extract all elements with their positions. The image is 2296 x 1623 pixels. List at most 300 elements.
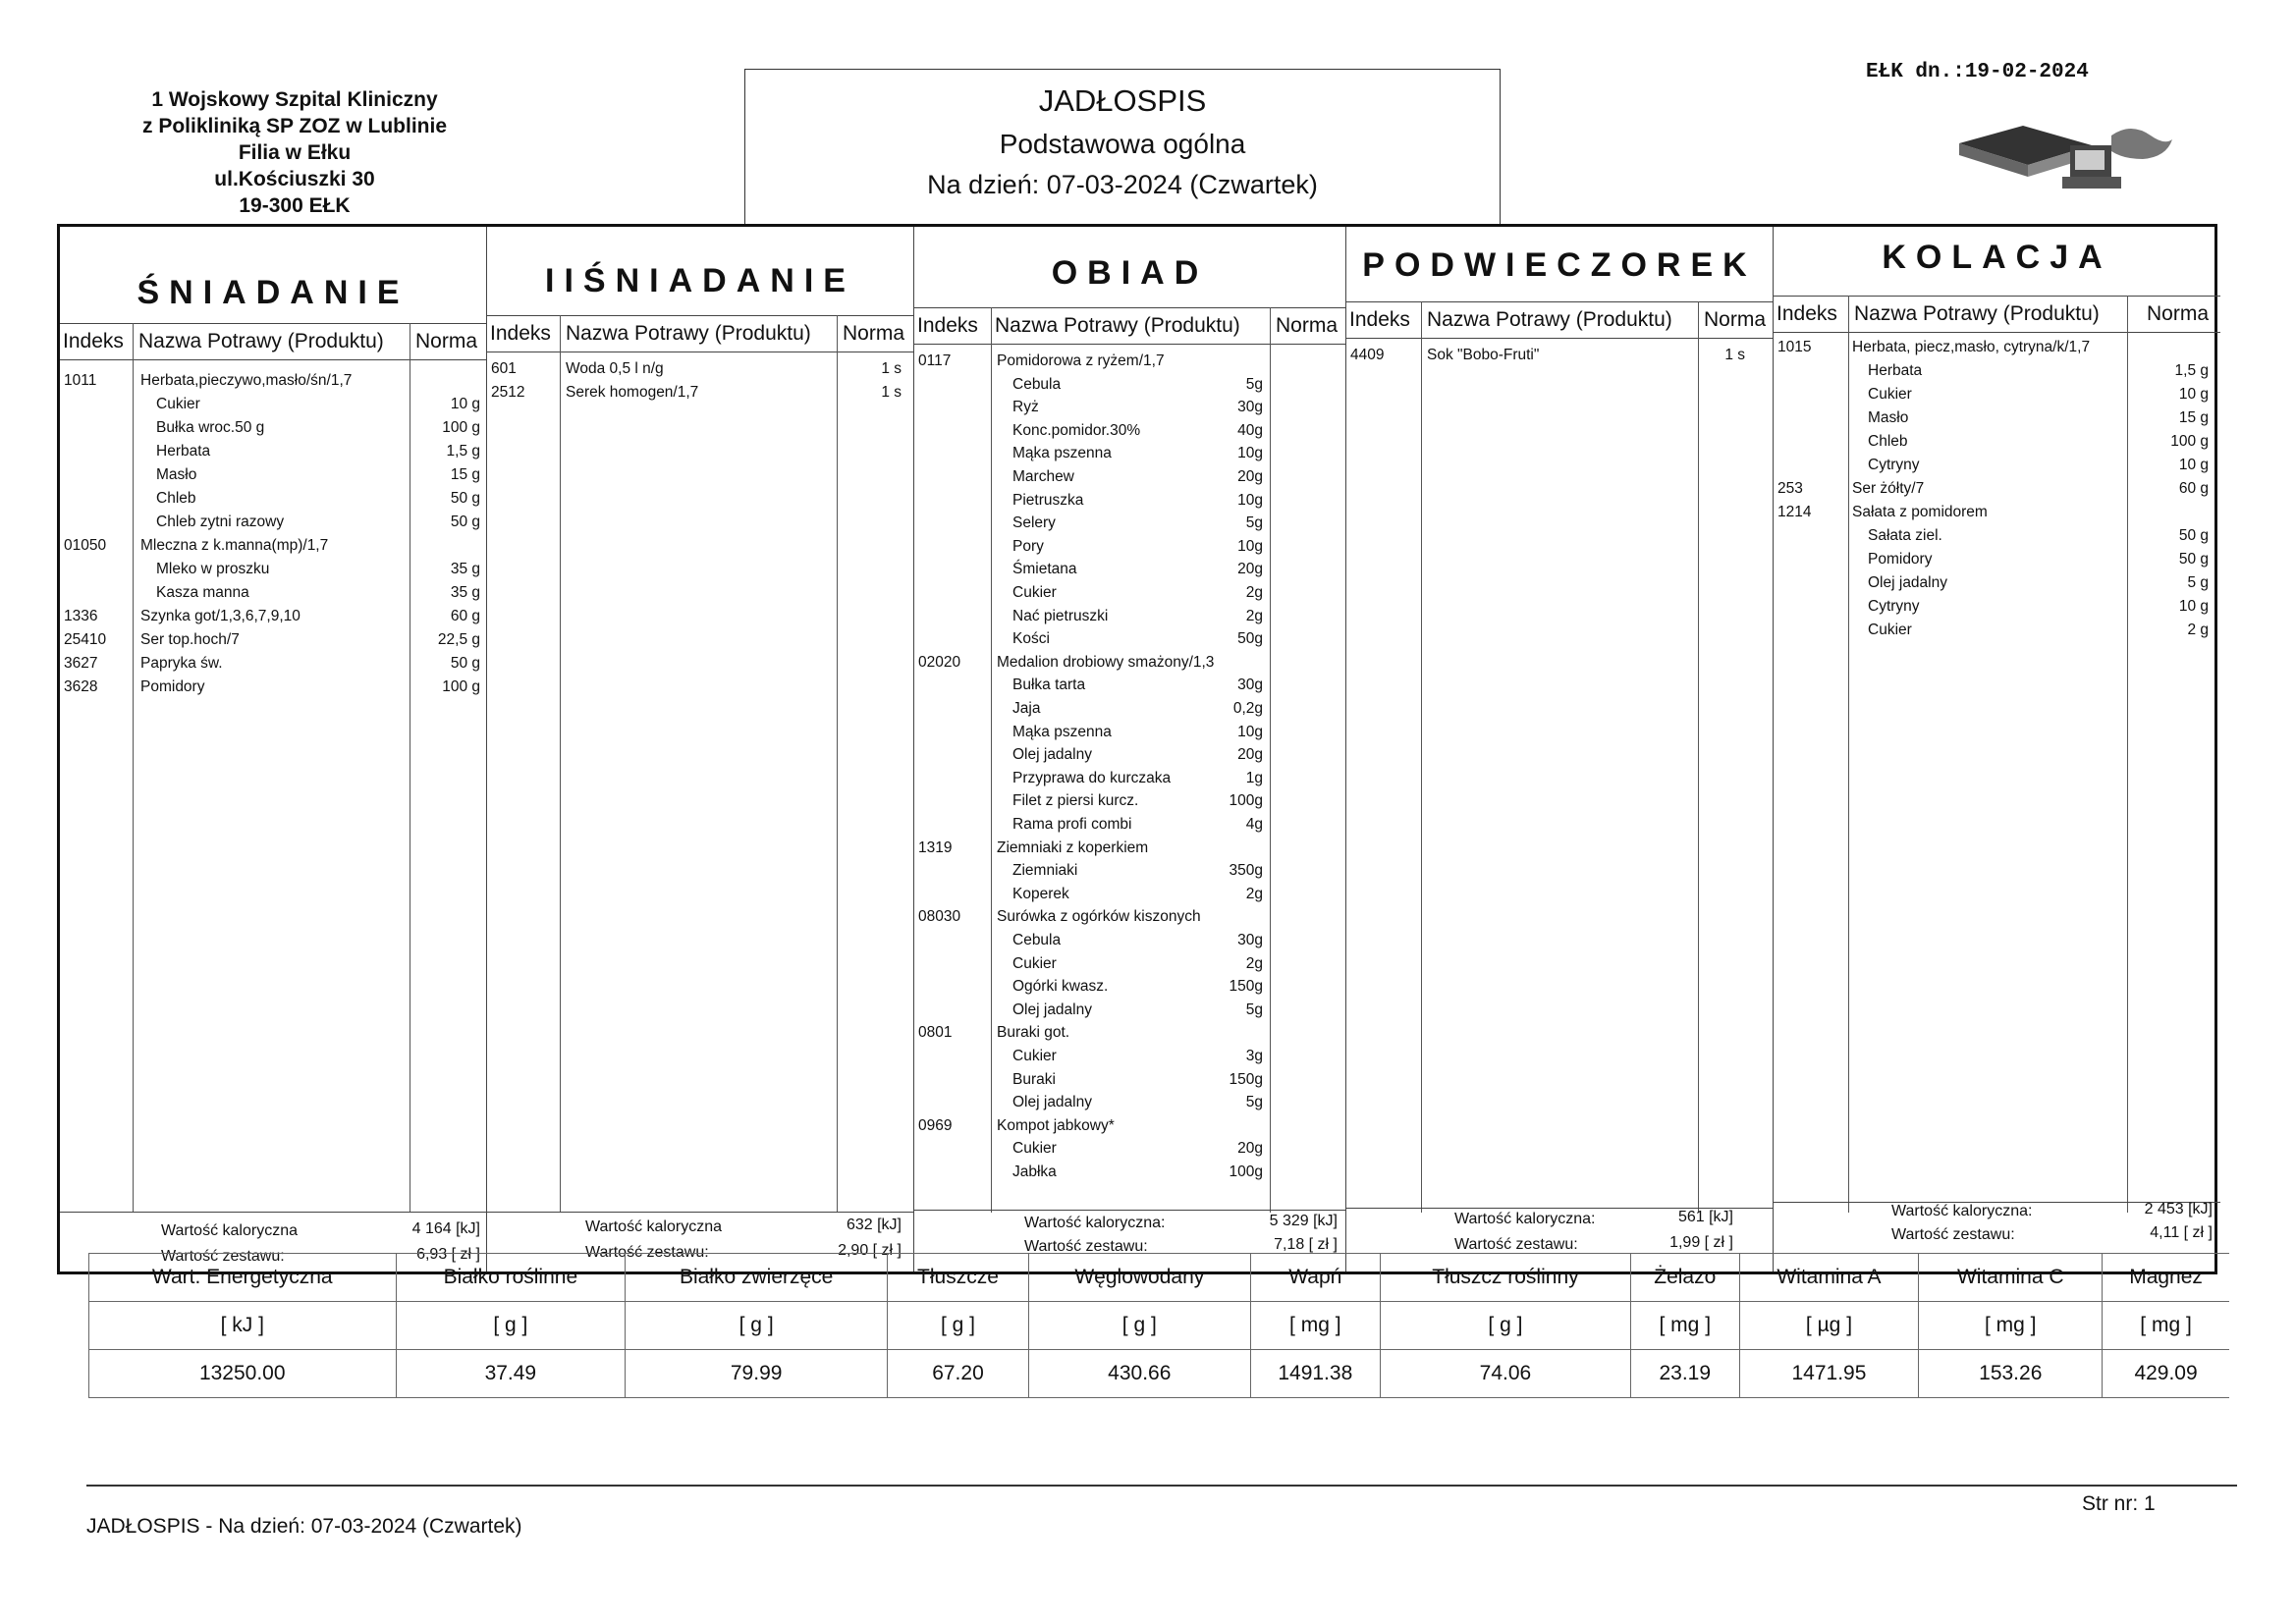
- dish-row: [914, 978, 1345, 1001]
- ingredient-name: Olej jadalny: [1012, 1001, 1092, 1018]
- nutrition-value: 74.06: [1380, 1350, 1630, 1398]
- dish-row: [1774, 362, 2220, 386]
- dish-norm: 10g: [1237, 723, 1263, 740]
- dish-norm: 35 g: [450, 584, 480, 601]
- dish-row: [487, 384, 913, 407]
- dish-row: [914, 445, 1345, 468]
- ingredient-name: Mleko w proszku: [156, 561, 270, 577]
- dish-row: [60, 443, 486, 466]
- ingredient-name: Rama profi combi: [1012, 816, 1132, 833]
- dish-row: [914, 561, 1345, 584]
- ingredient-name: Olej jadalny: [1868, 574, 1947, 591]
- footer-divider: [86, 1485, 2237, 1487]
- col-name: Nazwa Potrawy (Produktu): [1427, 308, 1672, 331]
- dish-row: [1774, 457, 2220, 480]
- dish-row: [914, 376, 1345, 400]
- nutrition-value: 67.20: [888, 1350, 1029, 1398]
- nutrition-unit: [ mg ]: [1631, 1302, 1740, 1350]
- dish-row: [914, 654, 1345, 677]
- col-norm: Norma: [1276, 314, 1339, 337]
- dish-row: [914, 1094, 1345, 1117]
- dish-norm: 350g: [1229, 862, 1263, 880]
- dish-norm: 35 g: [450, 561, 480, 577]
- ingredient-name: Mąka pszenna: [1012, 445, 1112, 462]
- dish-name: Kompot jabkowy*: [997, 1116, 1115, 1134]
- ingredient-name: Cebula: [1012, 932, 1062, 948]
- nutrition-header: Witamina C: [1919, 1254, 2103, 1302]
- dish-index: 253: [1777, 480, 1803, 497]
- nutrition-value: 13250.00: [89, 1350, 397, 1398]
- dish-norm: 60 g: [2178, 480, 2209, 497]
- ingredient-name: Sałata ziel.: [1868, 527, 1942, 544]
- dish-index: 1336: [64, 608, 98, 624]
- dish-row: [914, 1117, 1345, 1141]
- dish-norm: 5g: [1245, 375, 1263, 393]
- ingredient-name: Pory: [1012, 537, 1044, 555]
- nutrition-header: Węglowodany: [1028, 1254, 1250, 1302]
- dish-row: [60, 537, 486, 561]
- dish-row: [914, 816, 1345, 839]
- section-second-breakfast: [487, 227, 914, 1271]
- col-norm: Norma: [1704, 308, 1767, 331]
- nutrition-unit: [ g ]: [396, 1302, 626, 1350]
- column-divider: [837, 315, 838, 1213]
- price-label: Wartość zestawu:: [585, 1244, 709, 1261]
- ingredient-name: Mąka pszenna: [1012, 723, 1112, 740]
- dish-norm: 2 g: [2187, 622, 2209, 638]
- nutrition-value: 23.19: [1631, 1350, 1740, 1398]
- dish-norm: 3g: [1245, 1048, 1263, 1064]
- nutrition-unit: [ mg ]: [1250, 1302, 1380, 1350]
- dish-row: [1774, 527, 2220, 551]
- dish-norm: 5 g: [2187, 574, 2209, 591]
- kcal-label: Wartość kaloryczna:: [1891, 1203, 2033, 1219]
- dish-row: [1774, 551, 2220, 574]
- ingredient-name: Olej jadalny: [1012, 1094, 1092, 1111]
- ingredient-name: Kości: [1012, 630, 1050, 648]
- ingredient-name: Selery: [1012, 514, 1056, 532]
- ingredient-name: Olej jadalny: [1012, 746, 1092, 764]
- menu-date: Na dzień: 07-03-2024 (Czwartek): [927, 170, 1318, 199]
- dish-norm: 15 g: [2178, 409, 2209, 426]
- ingredient-name: Ryż: [1012, 399, 1039, 416]
- price-value: 6,93 [ zł ]: [416, 1246, 480, 1263]
- kcal-value: 561 [kJ]: [1677, 1209, 1733, 1225]
- nutrition-value: 429.09: [2103, 1350, 2229, 1398]
- section-title: IIŚNIADANIE: [545, 262, 855, 299]
- dish-row: [60, 419, 486, 443]
- ingredient-name: Cukier: [1868, 622, 1912, 638]
- dish-row: [1774, 433, 2220, 457]
- dish-norm: 10 g: [450, 396, 480, 412]
- ingredient-name: Śmietana: [1012, 561, 1077, 578]
- nutrition-value: 430.66: [1028, 1350, 1250, 1398]
- dish-norm: 22,5 g: [437, 631, 480, 648]
- dish-row: [914, 792, 1345, 816]
- nutrition-value: 1471.95: [1739, 1350, 1919, 1398]
- dish-norm: 30g: [1237, 676, 1263, 694]
- col-index: Indeks: [1777, 302, 1837, 325]
- nutrition-value-row: [89, 1350, 2230, 1398]
- nutrition-header: Żelazo: [1631, 1254, 1740, 1302]
- ingredient-name: Masło: [156, 466, 197, 483]
- ingredient-name: Cukier: [1868, 386, 1912, 403]
- hospital-line: z Polikliniką SP ZOZ w Lublinie: [142, 115, 447, 137]
- dish-row: [914, 908, 1345, 932]
- dish-row: [1774, 622, 2220, 645]
- dish-name: Papryka św.: [140, 655, 223, 672]
- hospital-line: Filia w Ełku: [238, 141, 352, 164]
- dish-row: [60, 466, 486, 490]
- dish-row: [60, 490, 486, 514]
- ingredient-name: Cukier: [1012, 954, 1057, 972]
- ingredient-name: Nać pietruszki: [1012, 607, 1109, 624]
- ingredient-name: Chleb: [156, 490, 196, 507]
- dish-row: [487, 360, 913, 384]
- nutrition-unit: [ g ]: [888, 1302, 1029, 1350]
- dish-index: 601: [491, 360, 517, 377]
- col-name: Nazwa Potrawy (Produktu): [138, 330, 384, 352]
- dish-norm: 50g: [1237, 630, 1263, 648]
- nutrition-header: Magnez: [2103, 1254, 2229, 1302]
- ingredient-name: Jabłka: [1012, 1163, 1057, 1180]
- ingredient-name: Jaja: [1012, 700, 1041, 717]
- column-header: [1346, 301, 1773, 339]
- column-header: [60, 323, 486, 360]
- nutrition-value: 153.26: [1919, 1350, 2103, 1398]
- dish-norm: 30g: [1237, 399, 1263, 416]
- ingredient-name: Pomidory: [1868, 551, 1933, 568]
- dish-row: [914, 1024, 1345, 1048]
- dish-row: [914, 584, 1345, 608]
- ingredient-name: Marchew: [1012, 468, 1074, 485]
- nutrition-header: Białko zwierzęce: [626, 1254, 888, 1302]
- column-header: [1774, 296, 2220, 333]
- dish-row: [1774, 574, 2220, 598]
- ingredient-name: Bułka wroc.50 g: [156, 419, 265, 436]
- dish-row: [1346, 347, 1773, 370]
- dish-row: [914, 1140, 1345, 1163]
- dish-row: [914, 538, 1345, 562]
- dish-name: Herbata, piecz,masło, cytryna/k/1,7: [1852, 339, 2091, 355]
- dish-name: Ziemniaki z koperkiem: [997, 839, 1149, 856]
- col-norm: Norma: [2147, 302, 2210, 325]
- ingredient-name: Chleb zytni razowy: [156, 514, 285, 530]
- dish-row: [60, 655, 486, 678]
- dish-index: 1214: [1777, 504, 1812, 520]
- dish-name: Szynka got/1,3,6,7,9,10: [140, 608, 301, 624]
- dish-row: [60, 396, 486, 419]
- dish-index: 1319: [918, 839, 953, 856]
- dish-norm: 20g: [1237, 561, 1263, 578]
- dish-norm: 60 g: [450, 608, 480, 624]
- dish-index: 4409: [1350, 347, 1385, 363]
- dish-row: [914, 676, 1345, 700]
- dish-row: [1774, 409, 2220, 433]
- dish-norm: 150g: [1229, 1070, 1263, 1088]
- dish-norm: 2g: [1245, 607, 1263, 624]
- dish-norm: 10g: [1237, 445, 1263, 462]
- nutrition-unit: [ g ]: [626, 1302, 888, 1350]
- ingredient-name: Cytryny: [1868, 457, 1920, 473]
- dish-row: [914, 932, 1345, 955]
- kcal-value: 4 164 [kJ]: [411, 1220, 480, 1237]
- dish-norm: 5g: [1245, 514, 1263, 532]
- dish-norm: 50 g: [450, 490, 480, 507]
- kcal-label: Wartość kaloryczna:: [1024, 1215, 1166, 1231]
- dish-norm: 40g: [1237, 421, 1263, 439]
- ingredient-name: Masło: [1868, 409, 1909, 426]
- dish-row: [914, 955, 1345, 979]
- nutrition-header: Białko roślinne: [396, 1254, 626, 1302]
- ingredient-name: Konc.pomidor.30%: [1012, 421, 1141, 439]
- ingredient-name: Cukier: [156, 396, 200, 412]
- dish-row: [914, 839, 1345, 863]
- dish-norm: 150g: [1229, 978, 1263, 996]
- dish-norm: 2g: [1245, 954, 1263, 972]
- dish-row: [60, 372, 486, 396]
- dish-index: 01050: [64, 537, 107, 554]
- ingredient-name: Herbata: [1868, 362, 1923, 379]
- price-label: Wartość zestawu:: [161, 1248, 285, 1265]
- price-value: 1,99 [ zł ]: [1669, 1234, 1733, 1251]
- section-title: KOLACJA: [1882, 239, 2112, 276]
- dish-index: 1015: [1777, 339, 1812, 355]
- dish-norm: 30g: [1237, 932, 1263, 948]
- dish-row: [60, 631, 486, 655]
- dish-norm: 10 g: [2178, 386, 2209, 403]
- kcal-label: Wartość kaloryczna: [585, 1218, 722, 1235]
- dish-norm: 100 g: [2170, 433, 2209, 450]
- dish-row: [914, 746, 1345, 770]
- dish-row: [914, 1001, 1345, 1025]
- dish-row: [914, 608, 1345, 631]
- dish-name: Herbata,pieczywo,masło/śn/1,7: [140, 372, 353, 389]
- menu-table: [57, 224, 2217, 1274]
- dish-row: [914, 422, 1345, 446]
- section-title: OBIAD: [1051, 254, 1209, 292]
- dish-index: 3628: [64, 678, 98, 695]
- dish-norm: 15 g: [450, 466, 480, 483]
- section-lunch: [914, 227, 1346, 1271]
- ingredient-name: Cytryny: [1868, 598, 1920, 615]
- dish-row: [1774, 339, 2220, 362]
- col-norm: Norma: [843, 322, 905, 345]
- dish-name: Serek homogen/1,7: [566, 384, 699, 401]
- dish-row: [1774, 386, 2220, 409]
- section-title: ŚNIADANIE: [137, 274, 410, 311]
- column-divider: [560, 315, 561, 1213]
- column-header: [914, 307, 1345, 345]
- column-header: [487, 315, 913, 352]
- dish-norm: 10g: [1237, 491, 1263, 509]
- dish-norm: 50 g: [450, 514, 480, 530]
- dish-row: [914, 700, 1345, 724]
- ingredient-name: Cukier: [1012, 1140, 1057, 1158]
- price-label: Wartość zestawu:: [1454, 1236, 1578, 1253]
- nutrition-header: Witamina A: [1739, 1254, 1919, 1302]
- dish-norm: 2g: [1245, 584, 1263, 601]
- title-box: [744, 69, 1501, 226]
- ingredient-name: Herbata: [156, 443, 211, 460]
- dish-row: [914, 514, 1345, 538]
- col-norm: Norma: [415, 330, 478, 352]
- dish-name: Ser żółty/7: [1852, 480, 1925, 497]
- nutrition-value: 79.99: [626, 1350, 888, 1398]
- dish-norm: 1g: [1245, 769, 1263, 786]
- col-name: Nazwa Potrawy (Produktu): [995, 314, 1240, 337]
- dish-name: Buraki got.: [997, 1024, 1070, 1042]
- dish-row: [60, 584, 486, 608]
- dish-name: Ser top.hoch/7: [140, 631, 240, 648]
- document-title: JADŁOSPIS: [1038, 83, 1207, 118]
- ingredient-name: Koperek: [1012, 885, 1069, 902]
- dish-norm: 50 g: [450, 655, 480, 672]
- dish-row: [914, 630, 1345, 654]
- ingredient-name: Pietruszka: [1012, 491, 1084, 509]
- dish-norm: 1,5 g: [2174, 362, 2209, 379]
- ingredient-name: Cebula: [1012, 375, 1062, 393]
- book-computer-icon: [1954, 116, 2175, 204]
- dish-row: [914, 1071, 1345, 1095]
- dish-name: Sałata z pomidorem: [1852, 504, 1988, 520]
- section-afternoon-snack: [1346, 227, 1774, 1271]
- ingredient-name: Przyprawa do kurczaka: [1012, 769, 1172, 786]
- dish-norm: 5g: [1245, 1001, 1263, 1018]
- ingredient-name: Ogórki kwasz.: [1012, 978, 1109, 996]
- dish-index: 1011: [64, 372, 97, 389]
- col-index: Indeks: [1349, 308, 1410, 331]
- ingredient-name: Cukier: [1012, 584, 1057, 601]
- dish-index: 2512: [491, 384, 525, 401]
- nutrition-value: 37.49: [396, 1350, 626, 1398]
- price-label: Wartość zestawu:: [1024, 1238, 1148, 1255]
- hospital-address: [108, 86, 481, 219]
- dish-row: [60, 678, 486, 702]
- dish-row: [60, 561, 486, 584]
- dish-norm: 1,5 g: [446, 443, 480, 460]
- issue-date: EŁK dn.:19-02-2024: [1866, 61, 2089, 83]
- dish-row: [914, 724, 1345, 747]
- dish-row: [914, 468, 1345, 492]
- dish-row: [914, 1048, 1345, 1071]
- nutrition-header-row: [89, 1254, 2230, 1302]
- nutrition-unit: [ g ]: [1028, 1302, 1250, 1350]
- dish-norm: 10 g: [2178, 598, 2209, 615]
- dish-norm: 50 g: [2178, 527, 2209, 544]
- dish-norm: 20g: [1237, 746, 1263, 764]
- page-number: Str nr: 1: [2082, 1492, 2156, 1515]
- col-name: Nazwa Potrawy (Produktu): [566, 322, 811, 345]
- dish-name: Medalion drobiowy smażony/1,3: [997, 653, 1215, 671]
- dish-norm: 10g: [1237, 537, 1263, 555]
- dish-norm: 100 g: [442, 678, 480, 695]
- dish-norm: 100 g: [442, 419, 480, 436]
- dish-norm: 100g: [1229, 792, 1263, 810]
- col-name: Nazwa Potrawy (Produktu): [1854, 302, 2100, 325]
- nutrition-header: Wapń: [1250, 1254, 1380, 1302]
- col-index: Indeks: [490, 322, 551, 345]
- dish-norm: 100g: [1229, 1163, 1263, 1180]
- nutrition-unit: [ g ]: [1380, 1302, 1630, 1350]
- dish-index: 08030: [918, 908, 961, 926]
- ingredient-name: Cukier: [1012, 1048, 1057, 1064]
- nutrition-unit: [ mg ]: [1919, 1302, 2103, 1350]
- ingredient-name: Kasza manna: [156, 584, 249, 601]
- dish-index: 3627: [64, 655, 98, 672]
- ingredient-name: Filet z piersi kurcz.: [1012, 792, 1139, 810]
- ingredient-name: Ziemniaki: [1012, 862, 1078, 880]
- kcal-label: Wartość kaloryczna:: [1454, 1211, 1596, 1227]
- dish-index: 0969: [918, 1116, 953, 1134]
- kcal-label: Wartość kaloryczna: [161, 1222, 298, 1239]
- dish-norm: 20g: [1237, 1140, 1263, 1158]
- section-supper: [1774, 227, 2220, 1271]
- dish-norm: 50 g: [2178, 551, 2209, 568]
- hospital-line: 19-300 EŁK: [239, 194, 351, 217]
- price-value: 2,90 [ zł ]: [838, 1242, 902, 1259]
- dish-row: [60, 514, 486, 537]
- nutrition-header: Tłuszcz roślinny: [1380, 1254, 1630, 1302]
- dish-index: 0117: [918, 352, 952, 369]
- section-breakfast: [60, 227, 487, 1271]
- dish-norm: 1 s: [881, 384, 902, 401]
- nutrition-unit: [ mg ]: [2103, 1302, 2229, 1350]
- section-title: PODWIECZOREK: [1362, 246, 1757, 284]
- dish-norm: 10 g: [2178, 457, 2209, 473]
- ingredient-name: Chleb: [1868, 433, 1908, 450]
- dish-row: [914, 399, 1345, 422]
- dish-row: [60, 608, 486, 631]
- kcal-value: 632 [kJ]: [846, 1217, 902, 1233]
- price-label: Wartość zestawu:: [1891, 1226, 2015, 1243]
- dish-norm: 1 s: [1724, 347, 1745, 363]
- nutrition-header: Wart. Energetyczna: [89, 1254, 397, 1302]
- col-index: Indeks: [63, 330, 124, 352]
- ingredient-name: Bułka tarta: [1012, 676, 1086, 694]
- dish-norm: 5g: [1245, 1094, 1263, 1111]
- dish-row: [1774, 504, 2220, 527]
- diet-name: Podstawowa ogólna: [999, 129, 1246, 159]
- dish-norm: 1 s: [881, 360, 902, 377]
- kcal-value: 5 329 [kJ]: [1269, 1213, 1338, 1229]
- dish-norm: 0,2g: [1232, 700, 1263, 717]
- kcal-value: 2 453 [kJ]: [2144, 1201, 2213, 1217]
- dish-row: [1774, 598, 2220, 622]
- nutrition-header: Tłuszcze: [888, 1254, 1029, 1302]
- dish-index: 0801: [918, 1024, 953, 1042]
- dish-row: [914, 1163, 1345, 1187]
- dish-name: Pomidory: [140, 678, 205, 695]
- dish-row: [914, 886, 1345, 909]
- footer-text: JADŁOSPIS - Na dzień: 07-03-2024 (Czwartek): [86, 1515, 522, 1538]
- dish-name: Woda 0,5 l n/g: [566, 360, 664, 377]
- hospital-line: ul.Kościuszki 30: [214, 168, 375, 190]
- column-divider: [1698, 301, 1699, 1213]
- nutrition-unit: [ kJ ]: [89, 1302, 397, 1350]
- price-value: 7,18 [ zł ]: [1274, 1236, 1338, 1253]
- dish-row: [914, 492, 1345, 515]
- ingredient-name: Buraki: [1012, 1070, 1056, 1088]
- dish-norm: 4g: [1245, 816, 1263, 833]
- dish-row: [914, 862, 1345, 886]
- dish-name: Surówka z ogórków kiszonych: [997, 908, 1201, 926]
- dish-norm: 2g: [1245, 885, 1263, 902]
- dish-index: 02020: [918, 653, 961, 671]
- dish-row: [914, 352, 1345, 376]
- dish-name: Mleczna z k.manna(mp)/1,7: [140, 537, 329, 554]
- nutrition-table: [88, 1253, 2229, 1394]
